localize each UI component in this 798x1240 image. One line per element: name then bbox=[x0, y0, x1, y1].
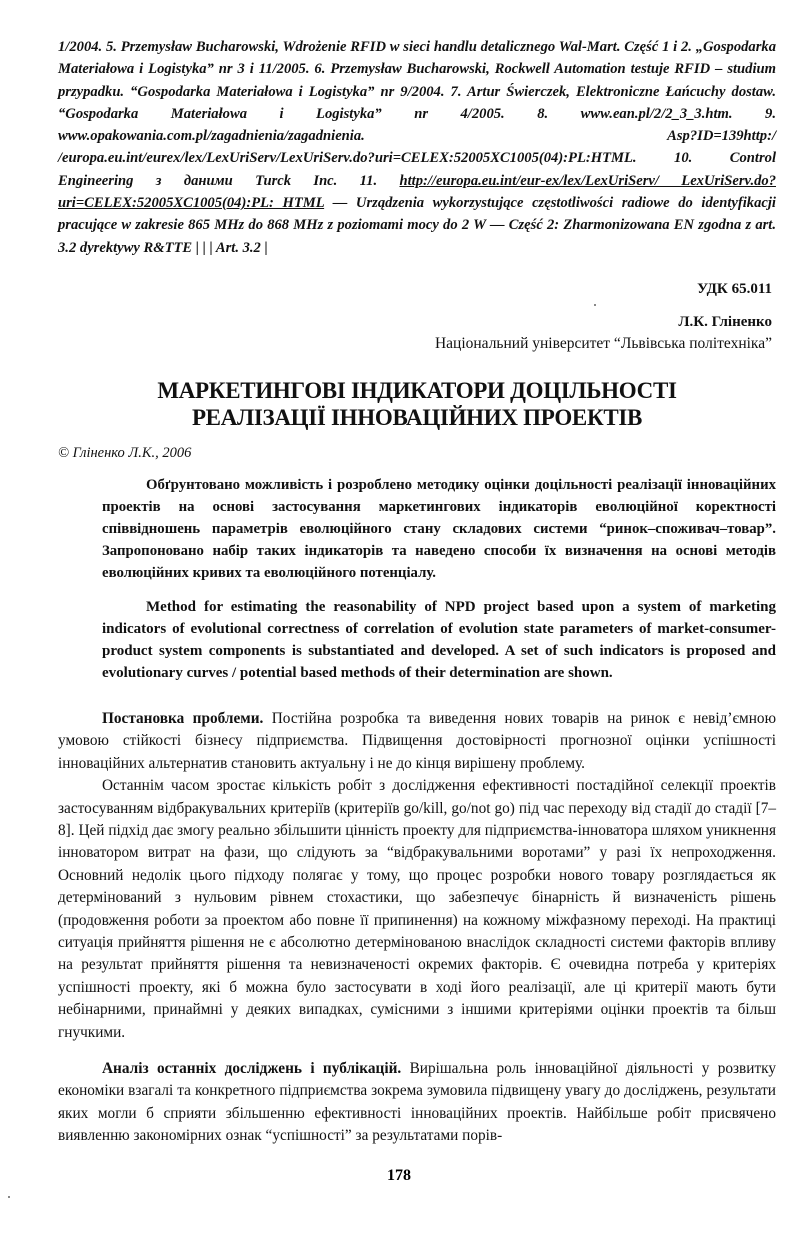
abstract-english: Method for estimating the reasonability of NPD project based upon a system of marketing indicators of evolutional correctness of correlation of evolution state parameters of market-consumer-product system components is substantiated and developed. A set of such indicators is proposed and evolutionary curves / potential based methods of their determination are shown. bbox=[102, 598, 776, 681]
section-text: Останнім часом зростає кількість робіт з дослідження ефективності постадійної селекції проектів застосуванням відбракувальних критеріїв (критеріїв go/kill, go/not go) під час переходу від стадії до стадії [7–8]. Цей підхід дає змогу реально збільшити цінність проекту для підприємства-інноватора шляхом уникнення інноватором витрат на фази, що слідують за “відбракувальними воротами” у разі їх непроходження. Основний недолік цього підходу полягає у тому, що процес розробки нового товару розглядається як детермінований з нульовим рівнем стохастики, що забезпечує бінарність й визначеність рішень (продовження роботи за проектом або повне її припинення) на кожному міжфазному переході. На практиці ситуація прийняття рішення не є абсолютно детермінованою внаслідок складності системи факторів впливу на результат прийняття рішення та невизначеності окремих факторів. Є очевидна потреба у критеріях успішності проекту, які б можна було застосувати в ході його реалізації, але ці критерії мають бути небінарними, принаймні у деяких випадках, сумісними з іншими критеріями оцінки проектів та більш гнучкими. bbox=[58, 777, 776, 1041]
section-lead: Аналіз останніх досліджень і публікацій. bbox=[102, 1060, 402, 1078]
author-name: Л.К. Гліненко bbox=[678, 313, 772, 330]
references-text: 1/2004. 5. Przemysław Bucharowski, Wdrożenie RFID w sieci handlu detalicznego Wal-Mart. Część 1 i 2. „Gospodarka Materiałowa i Logistyka” nr 3 i 11/2005. 6. Przemysław Bucharowski, Rockwell Automation testuje RFID – studium przypadku. “Gospodarka Materiałowa i Logistyka” nr 9/2004. 7. Artur Świerczek, Elektroniczne Łańcuchy dostaw. “Gospodarka Materiałowa i Logistyka” nr 4/2005. 8. www.ean.pl/2/2_3_3.htm. 9. www.opakowania.com.pl/zagadnienia/zagadnienia. Asp?ID=139http:/ /europa.eu.int/eurex/lex/LexUriServ/LexUriServ.do?uri=CELEX:52005XC1005(04):PL:HTML. 10. Control Engineering з даними Turck Inc. 11. bbox=[58, 39, 776, 189]
references-block bbox=[58, 36, 776, 259]
scan-speck bbox=[8, 1196, 10, 1198]
page-number: 178 bbox=[387, 1167, 411, 1184]
section-lead: Постановка проблеми. bbox=[102, 709, 264, 727]
copyright-line: © Гліненко Л.К., 2006 bbox=[58, 444, 192, 461]
title-line-1: МАРКЕТИНГОВІ ІНДИКАТОРИ ДОЦІЛЬНОСТІ bbox=[157, 377, 677, 403]
scan-speck bbox=[594, 304, 596, 306]
section-literature-review bbox=[58, 1058, 776, 1148]
udk-code: УДК 65.011 bbox=[697, 280, 772, 297]
reference-link[interactable]: http://europa.eu.int/eur-ex/lex/LexUriServ/ LexUriServ.do?uri=CELEX:52005XC1005(04):PL: HTML bbox=[58, 172, 776, 212]
title-line-2: РЕАЛІЗАЦІЇ ІННОВАЦІЙНИХ ПРОЕКТІВ bbox=[191, 404, 643, 430]
paragraph-body bbox=[58, 775, 776, 1044]
section-text: Постійна розробка та виведення нових товарів на ринок є невід’ємною умовою стійкості бізнесу підприємства. Підвищення достовірності прогнозної оцінки успішності інноваційних альтернатив становить актуальну і не до кінця вирішену проблему. bbox=[58, 709, 776, 772]
paper-page bbox=[58, 36, 776, 1148]
abstract-ukrainian: Обґрунтовано можливість і розроблено методику оцінки доцільності реалізації інноваційних проектів на основі застосування маркетингових індикаторів еволюційної коректності співвідношень параметрів еволюційного стану складових системи “ринок–споживач–товар”. Запропоновано набір таких індикаторів та наведено способи їх визначення на основі методів еволюційних кривих та еволюційного потенціалу. bbox=[102, 476, 776, 581]
references-text-tail: — Urządzenia wykorzystujące częstotliwości radiowe do identyfikacji pracujące w zakresie 865 MHz do 868 MHz z poziomami mocy do 2 W — Część 2: Zharmonizowana EN zgodna z art. 3.2 dyrektywy R&TTE | | | Art. 3.2 | bbox=[58, 195, 776, 256]
author-affiliation: Національний університет “Львівська політехніка” bbox=[434, 334, 772, 352]
section-problem-statement bbox=[58, 708, 776, 775]
paper-title bbox=[58, 377, 776, 431]
section-text: Вирішальна роль інноваційної діяльності у розвитку економіки взагалі та конкретного підприємства зокрема зумовила підвищену увагу до досліджень, результати яких могли б сприяти збільшенню ефективності інноваційних проектів. Найбільше робіт присвячено виявленню закономірних ознак “успішності” за результатами порів- bbox=[58, 1060, 776, 1145]
